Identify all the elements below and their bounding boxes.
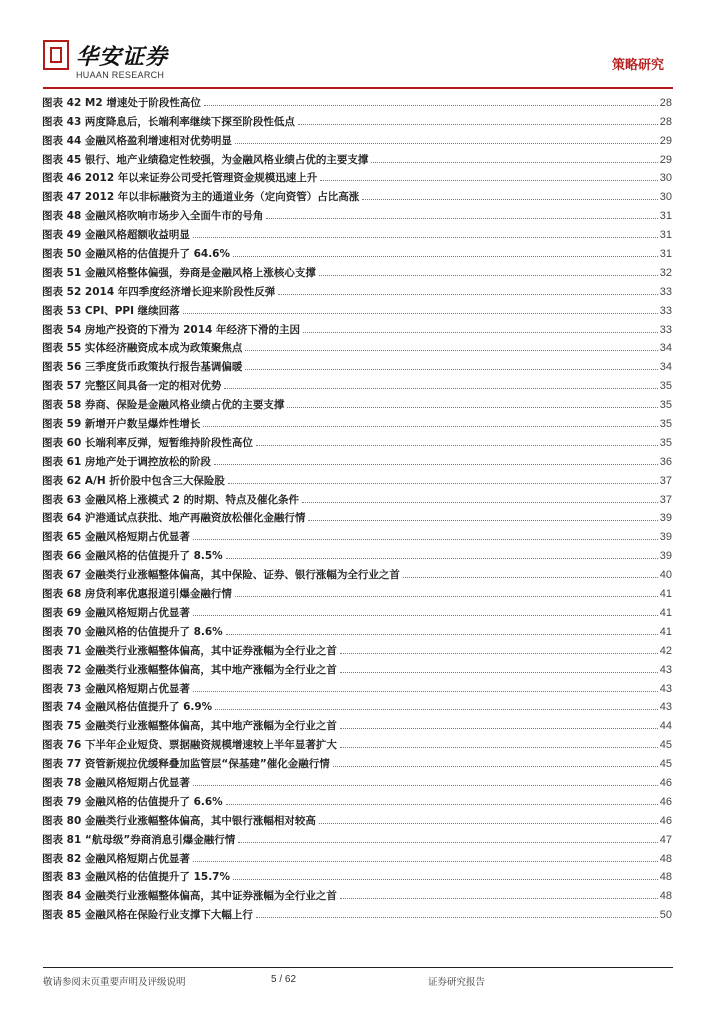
toc-entry-page: 29	[659, 153, 672, 166]
toc-entry[interactable]	[42, 846, 672, 865]
toc-entry[interactable]	[42, 770, 672, 789]
chart-index-list	[42, 90, 672, 921]
toc-entry[interactable]	[42, 203, 672, 222]
toc-entry-page: 43	[659, 663, 672, 676]
toc-dot-leader	[278, 293, 657, 295]
toc-dot-leader	[362, 198, 657, 200]
toc-entry-title: 图表 62 A/H 折价股中包含三大保险股	[42, 474, 225, 487]
toc-entry-page: 33	[659, 323, 672, 336]
toc-dot-leader	[238, 841, 658, 843]
toc-dot-leader	[183, 312, 658, 314]
toc-dot-leader	[224, 387, 657, 389]
toc-entry-title: 图表 75 金融类行业涨幅整体偏高，其中地产涨幅为全行业之首	[42, 720, 337, 733]
toc-dot-leader	[320, 179, 657, 181]
toc-entry-page: 31	[659, 210, 672, 223]
toc-entry-title: 图表 70 金融风格的估值提升了 8.6%	[42, 625, 223, 638]
toc-entry-page: 28	[659, 115, 672, 128]
toc-entry[interactable]	[42, 600, 672, 619]
toc-entry-page: 39	[659, 512, 672, 525]
toc-entry[interactable]	[42, 222, 672, 241]
toc-entry-page: 48	[659, 852, 672, 865]
toc-entry-page: 31	[659, 229, 672, 242]
toc-entry-title: 图表 45 银行、地产业绩稳定性较强，为金融风格业绩占优的主要支撑	[42, 153, 369, 166]
toc-entry-title: 图表 67 金融类行业涨幅整体偏高，其中保险、证券、银行涨幅为全行业之首	[42, 569, 400, 582]
toc-entry-title: 图表 66 金融风格的估值提升了 8.5%	[42, 550, 223, 563]
toc-entry-page: 37	[659, 493, 672, 506]
footer-divider	[43, 967, 673, 968]
section-title: 策略研究	[611, 58, 664, 73]
toc-entry[interactable]	[42, 732, 672, 751]
toc-entry-title: 图表 57 完整区间具备一定的相对优势	[42, 380, 222, 393]
toc-dot-leader	[266, 217, 657, 219]
toc-dot-leader	[235, 142, 658, 144]
toc-dot-leader	[226, 633, 658, 635]
toc-dot-leader	[214, 463, 658, 465]
toc-dot-leader	[193, 236, 658, 238]
toc-entry-page: 50	[659, 909, 672, 922]
toc-entry[interactable]	[42, 524, 672, 543]
toc-entry-title: 图表 72 金融类行业涨幅整体偏高，其中地产涨幅为全行业之首	[42, 663, 337, 676]
toc-entry[interactable]	[42, 638, 672, 657]
toc-dot-leader	[233, 878, 658, 880]
toc-entry-title: 图表 81 “航母级”券商消息引爆金融行情	[42, 833, 236, 846]
toc-entry-page: 31	[659, 248, 672, 261]
toc-entry[interactable]	[42, 808, 672, 827]
header-divider	[43, 87, 673, 89]
toc-entry-title: 图表 46 2012 年以来证券公司受托管理资金规模迅速上升	[42, 172, 318, 185]
toc-entry[interactable]	[42, 713, 672, 732]
toc-dot-leader	[340, 746, 658, 748]
toc-dot-leader	[203, 425, 657, 427]
toc-dot-leader	[215, 708, 658, 710]
toc-entry-title: 图表 50 金融风格的估值提升了 64.6%	[42, 248, 231, 261]
toc-entry-page: 48	[659, 890, 672, 903]
toc-entry-title: 图表 76 下半年企业短贷、票据融资规模增速较上半年显著扩大	[42, 739, 337, 752]
toc-entry-title: 图表 60 长端利率反弹，短暂维持阶段性高位	[42, 436, 253, 449]
toc-dot-leader	[193, 784, 658, 786]
page-header	[0, 0, 724, 90]
toc-entry[interactable]	[42, 657, 672, 676]
toc-entry-page: 29	[659, 134, 672, 147]
toc-entry-title: 图表 65 金融风格短期占优显著	[42, 531, 190, 544]
toc-dot-leader	[228, 482, 658, 484]
toc-entry[interactable]	[42, 411, 672, 430]
toc-entry-page: 41	[659, 625, 672, 638]
toc-dot-leader	[287, 406, 657, 408]
toc-dot-leader	[193, 860, 658, 862]
toc-entry-page: 44	[659, 720, 672, 733]
toc-entry-page: 43	[659, 701, 672, 714]
report-type: 证券研究报告	[428, 977, 486, 988]
page-footer	[43, 974, 673, 990]
toc-entry-page: 41	[659, 588, 672, 601]
brand-name: 华安证券	[76, 44, 169, 70]
toc-dot-leader	[303, 331, 658, 333]
toc-dot-leader	[204, 104, 658, 106]
toc-entry-title: 图表 53 CPI、PPI 继续回落	[42, 304, 180, 317]
toc-entry-page: 42	[659, 644, 672, 657]
toc-entry[interactable]	[42, 128, 672, 147]
toc-dot-leader	[193, 614, 658, 616]
toc-entry[interactable]	[42, 902, 672, 921]
toc-dot-leader	[226, 557, 658, 559]
toc-entry-page: 45	[659, 739, 672, 752]
toc-entry-title: 图表 64 沪港通试点获批、地产再融资放松催化金融行情	[42, 512, 306, 525]
toc-entry[interactable]	[42, 449, 672, 468]
toc-entry[interactable]	[42, 676, 672, 695]
toc-entry[interactable]	[42, 392, 672, 411]
toc-entry[interactable]	[42, 751, 672, 770]
toc-entry[interactable]	[42, 109, 672, 128]
toc-dot-leader	[245, 349, 657, 351]
toc-entry-page: 48	[659, 871, 672, 884]
toc-dot-leader	[308, 519, 657, 521]
toc-dot-leader	[235, 595, 658, 597]
toc-entry-title: 图表 71 金融类行业涨幅整体偏高，其中证券涨幅为全行业之首	[42, 644, 337, 657]
toc-entry-page: 35	[659, 436, 672, 449]
toc-entry-title: 图表 77 资管新规拉优缓释叠加监管层“保基建”催化金融行情	[42, 758, 330, 771]
toc-entry-page: 35	[659, 418, 672, 431]
toc-entry-title: 图表 56 三季度货币政策执行报告基调偏暖	[42, 361, 243, 374]
toc-entry[interactable]	[42, 336, 672, 355]
huaan-logo-icon	[43, 40, 69, 70]
toc-entry-page: 46	[659, 776, 672, 789]
toc-entry[interactable]	[42, 279, 672, 298]
toc-entry-page: 41	[659, 606, 672, 619]
toc-entry[interactable]	[42, 354, 672, 373]
toc-entry-title: 图表 59 新增开户数呈爆炸性增长	[42, 418, 201, 431]
toc-entry[interactable]	[42, 373, 672, 392]
toc-dot-leader	[319, 274, 658, 276]
brand-name-english: HUAAN RESEARCH	[76, 70, 165, 80]
toc-entry[interactable]	[42, 562, 672, 581]
toc-entry-title: 图表 47 2012 年以非标融资为主的通道业务（定向资管）占比高涨	[42, 191, 360, 204]
toc-dot-leader	[193, 690, 658, 692]
toc-dot-leader	[371, 161, 657, 163]
toc-entry-title: 图表 55 实体经济融资成本成为政策聚焦点	[42, 342, 243, 355]
toc-entry-page: 30	[659, 172, 672, 185]
toc-entry-title: 图表 43 两度降息后，长端利率继续下探至阶段性低点	[42, 115, 295, 128]
toc-entry-title: 图表 83 金融风格的估值提升了 15.7%	[42, 871, 231, 884]
toc-dot-leader	[319, 822, 658, 824]
page-number: 5 / 62	[271, 974, 297, 985]
toc-entry-title: 图表 54 房地产投资的下滑为 2014 年经济下滑的主因	[42, 323, 300, 336]
toc-entry-title: 图表 69 金融风格短期占优显著	[42, 606, 190, 619]
toc-entry-page: 43	[659, 682, 672, 695]
toc-entry[interactable]	[42, 695, 672, 714]
toc-entry-page: 35	[659, 399, 672, 412]
toc-entry-title: 图表 79 金融风格的估值提升了 6.6%	[42, 795, 223, 808]
toc-entry-title: 图表 44 金融风格盈利增速相对优势明显	[42, 134, 232, 147]
toc-entry-title: 图表 85 金融风格在保险行业支撑下大幅上行	[42, 909, 253, 922]
toc-entry-title: 图表 80 金融类行业涨幅整体偏高，其中银行涨幅相对较高	[42, 814, 316, 827]
toc-entry-title: 图表 49 金融风格超额收益明显	[42, 229, 190, 242]
toc-entry-page: 30	[659, 191, 672, 204]
toc-entry-page: 33	[659, 304, 672, 317]
toc-entry[interactable]	[42, 543, 672, 562]
toc-dot-leader	[256, 916, 658, 918]
toc-entry-title: 图表 73 金融风格短期占优显著	[42, 682, 190, 695]
toc-dot-leader	[193, 538, 658, 540]
toc-entry[interactable]	[42, 883, 672, 902]
toc-dot-leader	[245, 368, 657, 370]
toc-entry-page: 46	[659, 814, 672, 827]
toc-entry[interactable]	[42, 506, 672, 525]
toc-entry[interactable]	[42, 241, 672, 260]
toc-dot-leader	[340, 671, 658, 673]
toc-entry-title: 图表 68 房贷利率优惠报道引爆金融行情	[42, 588, 232, 601]
toc-dot-leader	[403, 576, 658, 578]
toc-entry[interactable]	[42, 827, 672, 846]
toc-entry-title: 图表 82 金融风格短期占优显著	[42, 852, 190, 865]
toc-entry[interactable]	[42, 619, 672, 638]
toc-dot-leader	[226, 803, 658, 805]
toc-entry-title: 图表 42 M2 增速处于阶段性高位	[42, 96, 201, 109]
toc-entry-title: 图表 61 房地产处于调控放松的阶段	[42, 455, 211, 468]
toc-entry-page: 34	[659, 342, 672, 355]
toc-entry[interactable]	[42, 317, 672, 336]
toc-entry[interactable]	[42, 260, 672, 279]
toc-entry-page: 39	[659, 550, 672, 563]
toc-entry[interactable]	[42, 298, 672, 317]
toc-entry-title: 图表 52 2014 年四季度经济增长迎来阶段性反弹	[42, 285, 276, 298]
toc-entry-title: 图表 58 券商、保险是金融风格业绩占优的主要支撑	[42, 399, 285, 412]
toc-entry[interactable]	[42, 430, 672, 449]
toc-entry-title: 图表 84 金融类行业涨幅整体偏高，其中证券涨幅为全行业之首	[42, 890, 337, 903]
toc-dot-leader	[340, 727, 658, 729]
toc-entry-page: 40	[659, 569, 672, 582]
toc-entry[interactable]	[42, 789, 672, 808]
toc-entry-title: 图表 78 金融风格短期占优显著	[42, 776, 190, 789]
toc-entry-title: 图表 74 金融风格估值提升了 6.9%	[42, 701, 213, 714]
toc-dot-leader	[302, 501, 658, 503]
toc-entry-page: 39	[659, 531, 672, 544]
toc-entry-title: 图表 48 金融风格吹响市场步入全面牛市的号角	[42, 210, 264, 223]
toc-dot-leader	[340, 897, 658, 899]
toc-entry[interactable]	[42, 184, 672, 203]
toc-dot-leader	[256, 444, 658, 446]
toc-entry[interactable]	[42, 865, 672, 884]
toc-entry[interactable]	[42, 487, 672, 506]
toc-entry[interactable]	[42, 90, 672, 109]
toc-entry-page: 34	[659, 361, 672, 374]
toc-entry-page: 35	[659, 380, 672, 393]
toc-entry-page: 46	[659, 795, 672, 808]
toc-entry[interactable]	[42, 147, 672, 166]
toc-entry[interactable]	[42, 468, 672, 487]
toc-entry-page: 36	[659, 455, 672, 468]
toc-entry-page: 28	[659, 96, 672, 109]
toc-entry-title: 图表 63 金融风格上涨模式 2 的时期、特点及催化条件	[42, 493, 300, 506]
toc-entry[interactable]	[42, 166, 672, 185]
toc-entry-page: 33	[659, 285, 672, 298]
toc-dot-leader	[298, 123, 658, 125]
toc-dot-leader	[333, 765, 658, 767]
toc-entry-page: 45	[659, 758, 672, 771]
toc-entry-page: 37	[659, 474, 672, 487]
toc-dot-leader	[233, 255, 658, 257]
toc-dot-leader	[340, 652, 658, 654]
toc-entry-page: 32	[659, 266, 672, 279]
footer-disclaimer: 敬请参阅末页重要声明及评级说明	[43, 977, 186, 988]
toc-entry[interactable]	[42, 581, 672, 600]
toc-entry-title: 图表 51 金融风格整体偏强，券商是金融风格上涨核心支撑	[42, 266, 316, 279]
toc-entry-page: 47	[659, 833, 672, 846]
